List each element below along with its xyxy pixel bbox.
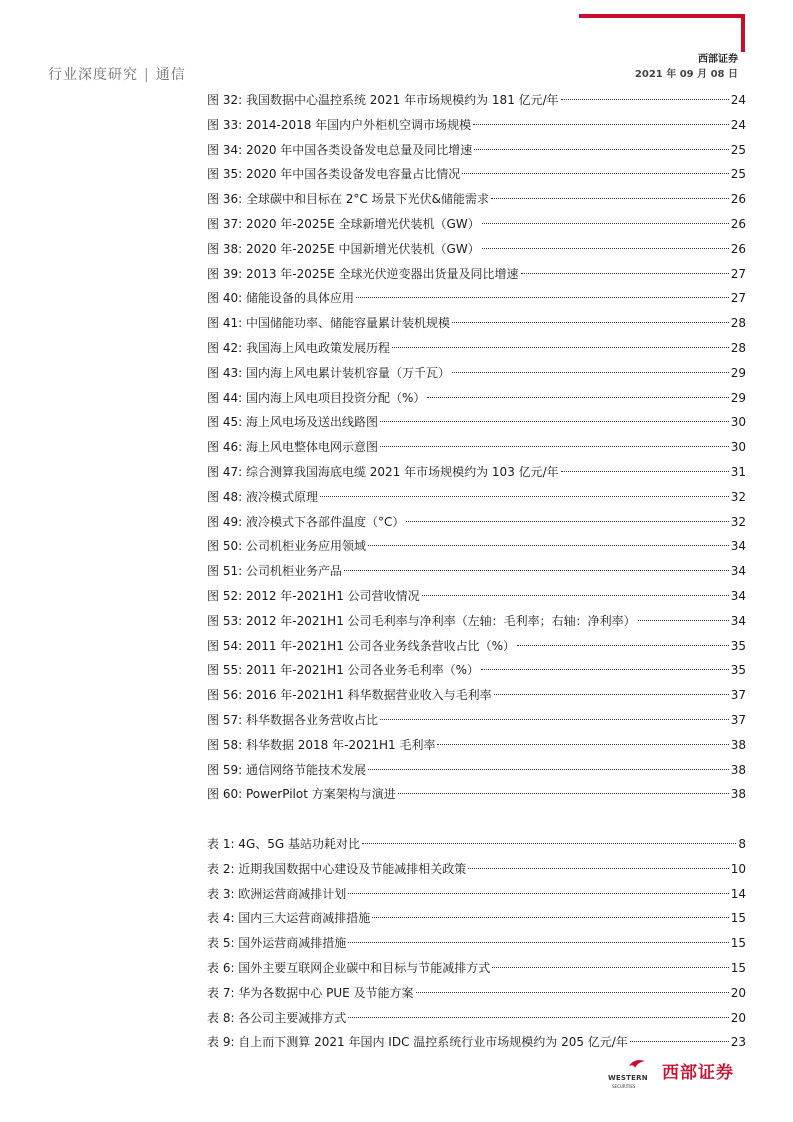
table-index-entry[interactable] [207,956,746,981]
entry-title: 图 47: 综合测算我国海底电缆 2021 年市场规模约为 103 亿元/年 [207,464,559,479]
dot-leader [380,719,729,720]
entry-page-number: 20 [730,985,746,1000]
figure-index-entry[interactable] [207,410,746,435]
entry-page-number: 35 [730,663,746,678]
dot-leader [517,645,729,646]
dot-leader [491,198,729,199]
entry-page-number: 38 [730,787,746,802]
dot-leader [320,496,729,497]
dot-leader [427,397,728,398]
dot-leader [368,769,729,770]
entry-title: 图 33: 2014-2018 年国内户外柜机空调市场规模 [207,117,472,132]
entry-page-number: 32 [730,489,746,504]
entry-page-number: 30 [730,440,746,455]
entry-page-number: 26 [730,192,746,207]
dot-leader [368,545,729,546]
entry-title: 图 41: 中国储能功率、储能容量累计装机规模 [207,316,450,331]
dot-leader [561,471,729,472]
dot-leader [406,521,728,522]
report-category [48,64,186,84]
entry-page-number: 34 [730,564,746,579]
entry-page-number: 29 [730,390,746,405]
entry-title: 图 43: 国内海上风电累计装机容量（万千瓦） [207,365,450,380]
entry-title: 图 32: 我国数据中心温控系统 2021 年市场规模约为 181 亿元/年 [207,93,559,107]
figure-index-entry[interactable] [207,584,746,609]
entry-page-number: 35 [730,638,746,653]
entry-title: 图 53: 2012 年-2021H1 公司毛利率与净利率（左轴：毛利率；右轴：净利率） [207,613,636,628]
table-index-entry[interactable] [207,931,746,956]
figure-index-entry[interactable] [207,138,746,163]
dot-leader [492,967,728,968]
entry-page-number: 26 [730,216,746,231]
entry-page-number: 15 [730,936,746,951]
entry-title: 图 57: 科华数据各业务营收占比 [207,712,378,727]
figure-index-entry[interactable] [207,435,746,460]
figure-index-entry[interactable] [207,559,746,584]
dot-leader [468,868,728,869]
figure-index-entry[interactable] [207,485,746,510]
dot-leader [473,124,729,125]
entry-page-number: 31 [730,464,746,479]
entry-page-number: 38 [730,762,746,777]
entry-title: 图 42: 我国海上风电政策发展历程 [207,340,390,355]
entry-title: 表 3: 欧洲运营商减排计划 [207,886,347,901]
entry-title: 图 39: 2013 年-2025E 全球光伏逆变器出货量及同比增速 [207,266,519,281]
entry-title: 图 34: 2020 年中国各类设备发电总量及同比增速 [207,142,473,157]
logo-english-sub: SECURITIES [612,1084,636,1089]
report-subsection: 通信 [155,67,186,83]
entry-title: 图 36: 全球碳中和目标在 2°C 场景下光伏&储能需求 [207,192,489,207]
figure-index-entry[interactable] [207,336,746,361]
dot-leader [422,595,729,596]
figure-index-entry[interactable] [207,237,746,262]
entry-page-number: 34 [730,613,746,628]
entry-title: 图 48: 液冷模式原理 [207,489,318,504]
figure-index-entry[interactable] [207,88,746,113]
bird-icon [628,1058,646,1070]
dot-leader [416,992,729,993]
entry-page-number: 38 [730,737,746,752]
entry-title: 表 6: 国外主要互联网企业碳中和目标与节能减排方式 [207,960,491,975]
entry-page-number: 30 [730,415,746,430]
figure-index-entry[interactable] [207,534,746,559]
entry-title: 图 49: 液冷模式下各部件温度（°C） [207,514,405,529]
figure-index-entry[interactable] [207,311,746,336]
dot-leader [521,273,729,274]
entry-title: 表 7: 华为各数据中心 PUE 及节能方案 [207,985,414,1000]
figure-index-entry[interactable] [207,782,746,807]
entry-page-number: 15 [730,960,746,975]
entry-page-number: 37 [730,688,746,703]
figure-index-entry[interactable] [207,361,746,386]
dot-leader [482,223,729,224]
table-index-entry[interactable] [207,857,746,882]
table-index-entry[interactable] [207,882,746,907]
entry-title: 图 59: 通信网络节能技术发展 [207,762,366,777]
entry-title: 图 52: 2012 年-2021H1 公司营收情况 [207,588,420,603]
entry-page-number: 25 [730,167,746,182]
entry-title: 图 46: 海上风电整体电网示意图 [207,440,378,455]
figure-index-entry[interactable] [207,386,746,411]
entry-page-number: 24 [730,117,746,132]
entry-title: 表 1: 4G、5G 基站功耗对比 [207,837,360,851]
entry-title: 图 58: 科华数据 2018 年-2021H1 毛利率 [207,737,436,752]
dot-leader [380,446,729,447]
entry-title: 表 5: 国外运营商减排措施 [207,936,347,951]
entry-title: 表 8: 各公司主要减排方式 [207,1010,347,1025]
dot-leader [437,744,728,745]
entry-page-number: 28 [730,340,746,355]
entry-page-number: 23 [730,1035,746,1050]
table-index-entry[interactable] [207,981,746,1006]
dot-leader [372,917,728,918]
report-section: 行业深度研究 [48,67,138,83]
table-index [207,832,746,1055]
header-brand: 西部证券 [698,54,738,65]
dot-leader [481,669,729,670]
entry-page-number: 34 [730,539,746,554]
entry-title: 图 55: 2011 年-2021H1 公司各业务毛利率（%） [207,663,480,678]
category-separator: | [144,67,150,83]
entry-title: 图 51: 公司机柜业务产品 [207,564,342,579]
figure-index-entry[interactable] [207,708,746,733]
entry-title: 图 38: 2020 年-2025E 中国新增光伏装机（GW） [207,241,480,256]
figure-index-entry[interactable] [207,113,746,138]
entry-title: 表 2: 近期我国数据中心建设及节能减排相关政策 [207,861,467,876]
table-index-entry[interactable] [207,1006,746,1031]
figure-index [207,88,746,807]
company-logo-mark [608,1056,660,1089]
dot-leader [362,843,736,844]
entry-page-number: 37 [730,712,746,727]
figure-index-entry[interactable] [207,733,746,758]
figure-index-entry[interactable] [207,187,746,212]
dot-leader [344,570,729,571]
figure-index-entry[interactable] [207,609,746,634]
figure-index-entry[interactable] [207,212,746,237]
table-index-entry[interactable] [207,906,746,931]
figure-index-entry[interactable] [207,758,746,783]
dot-leader [348,893,728,894]
entry-title: 表 9: 自上而下测算 2021 年国内 IDC 温控系统行业市场规模约为 205 亿元/年 [207,1035,628,1050]
entry-page-number: 8 [738,837,746,851]
entry-page-number: 27 [730,291,746,306]
logo-english-name: WESTERN [608,1074,648,1082]
entry-page-number: 25 [730,142,746,157]
figure-index-entry[interactable] [207,460,746,485]
entry-page-number: 28 [730,316,746,331]
figure-index-entry[interactable] [207,634,746,659]
figure-index-entry[interactable] [207,510,746,535]
dot-leader [561,99,729,100]
dot-leader [474,149,728,150]
entry-title: 表 4: 国内三大运营商减排措施 [207,911,371,926]
report-date: 2021 年 09 月 08 日 [634,69,738,80]
entry-page-number: 32 [730,514,746,529]
table-index-entry[interactable] [207,1030,746,1055]
dot-leader [356,297,729,298]
entry-page-number: 20 [730,1010,746,1025]
entry-page-number: 14 [730,886,746,901]
entry-title: 图 40: 储能设备的具体应用 [207,291,354,306]
dot-leader [462,173,728,174]
figure-index-entry[interactable] [207,658,746,683]
dot-leader [380,421,729,422]
figure-index-entry[interactable] [207,683,746,708]
entry-page-number: 15 [730,911,746,926]
entry-page-number: 34 [730,588,746,603]
dot-leader [482,248,729,249]
entry-title: 图 45: 海上风电场及送出线路图 [207,415,378,430]
dot-leader [348,942,728,943]
entry-title: 图 35: 2020 年中国各类设备发电容量占比情况 [207,167,461,182]
entry-title: 图 44: 国内海上风电项目投资分配（%） [207,390,426,405]
logo-chinese-name: 西部证券 [662,1062,734,1083]
entry-title: 图 50: 公司机柜业务应用领域 [207,539,366,554]
figure-index-entry[interactable] [207,162,746,187]
dot-leader [348,1017,728,1018]
header-accent-line-vertical [741,14,745,52]
dot-leader [452,372,729,373]
dot-leader [638,620,729,621]
header-accent-line [579,14,745,18]
footer-logo [608,1056,734,1089]
entry-page-number: 27 [730,266,746,281]
dot-leader [494,694,729,695]
entry-title: 图 60: PowerPilot 方案架构与演进 [207,787,396,802]
entry-page-number: 10 [730,861,746,876]
entry-page-number: 26 [730,241,746,256]
dot-leader [452,322,729,323]
dot-leader [398,793,729,794]
dot-leader [630,1041,729,1042]
table-index-entry[interactable] [207,832,746,857]
entry-page-number: 29 [730,365,746,380]
entry-page-number: 24 [730,93,746,107]
entry-title: 图 54: 2011 年-2021H1 公司各业务线条营收占比（%） [207,638,516,653]
entry-title: 图 37: 2020 年-2025E 全球新增光伏装机（GW） [207,216,480,231]
figure-index-entry[interactable] [207,286,746,311]
dot-leader [392,347,729,348]
figure-index-entry[interactable] [207,262,746,287]
entry-title: 图 56: 2016 年-2021H1 科华数据营业收入与毛利率 [207,688,492,703]
